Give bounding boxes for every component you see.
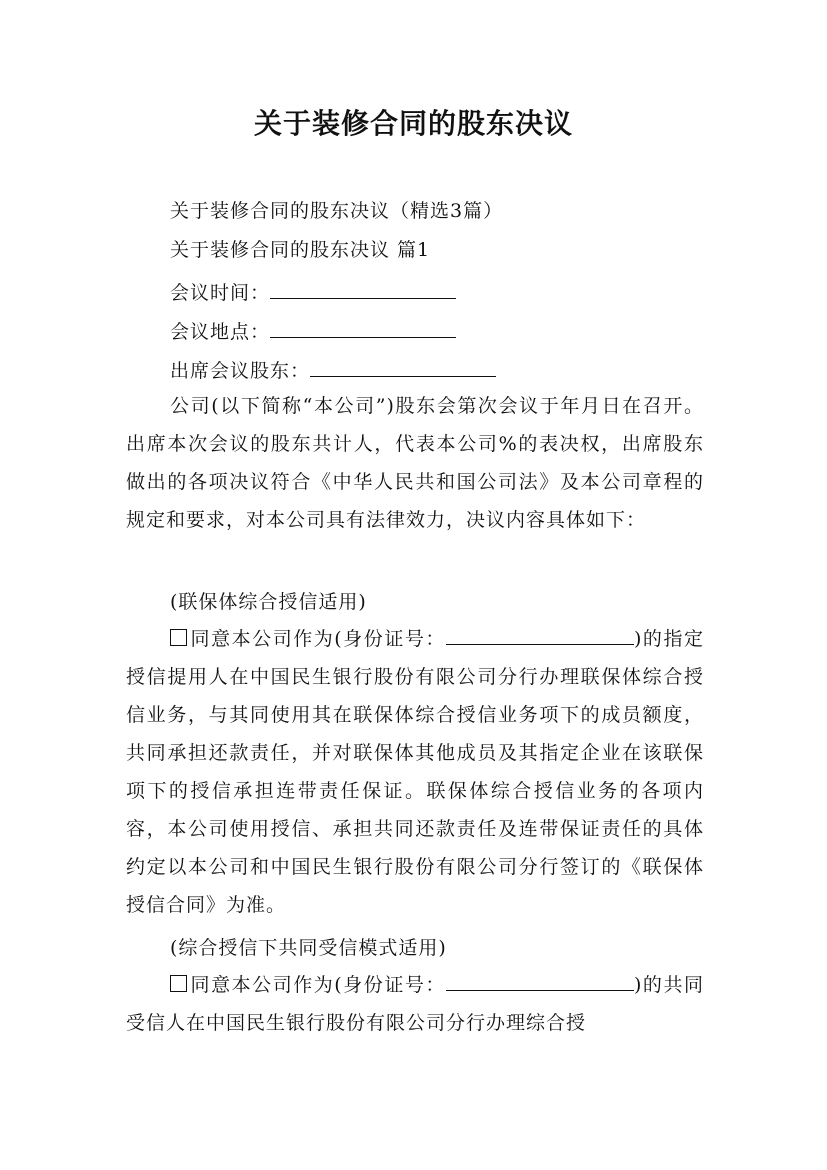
section2-item-suffix: )的共同受信人在中国民生银行股份有限公司分行办理综合授 (126, 974, 704, 1034)
attendees-label: 出席会议股东： (170, 360, 311, 382)
section2-id-blank (446, 972, 634, 991)
meeting-place-field (170, 318, 456, 344)
section1-id-blank (446, 626, 634, 645)
section1-item-suffix: )的指定授信提用人在中国民生银行股份有限公司分行办理联保体综合授信业务，与其同使用其在联保体综合授信业务项下的成员额度，共同承担还款责任，并对联保体其他成员及其指定企业在该联保项下的授信承担连带责任保证。联保体综合授信业务的各项内容，本公司使用授信、承担共同还款责任及连带保证责任的具体约定以本公司和中国民生银行股份有限公司分行签订的《联保体授信合同》为准。 (126, 628, 704, 916)
section2-item (126, 966, 704, 1042)
meeting-time-label: 会议时间： (170, 282, 271, 304)
meeting-time-blank (270, 279, 456, 299)
section2-heading: (综合授信下共同受信模式适用) (170, 937, 447, 959)
document-subtitle: 关于装修合同的股东决议（精选3篇） (170, 200, 504, 222)
section1-item (126, 620, 704, 924)
meeting-place-label: 会议地点： (170, 321, 271, 343)
meeting-place-blank (270, 318, 456, 338)
document-title: 关于装修合同的股东决议 (253, 107, 573, 140)
section1-item-prefix: 同意本公司作为(身份证号： (190, 628, 446, 650)
attendees-blank (310, 357, 496, 377)
section-heading: 关于装修合同的股东决议 篇1 (170, 239, 431, 261)
meeting-time-field (170, 279, 456, 305)
section2-checkbox-icon[interactable] (170, 975, 187, 992)
section1-heading: (联保体综合授信适用) (170, 591, 367, 613)
section2-item-prefix: 同意本公司作为(身份证号： (190, 974, 446, 996)
attendees-field (170, 357, 496, 383)
section1-checkbox-icon[interactable] (170, 629, 187, 646)
intro-paragraph: 公司(以下简称“本公司”)股东会第次会议于年月日在召开。出席本次会议的股东共计人，代表本公司%的表决权，出席股东做出的各项决议符合《中华人民共和国公司法》及本公司章程的规定和要求，对本公司具有法律效力，决议内容具体如下： (126, 395, 704, 531)
